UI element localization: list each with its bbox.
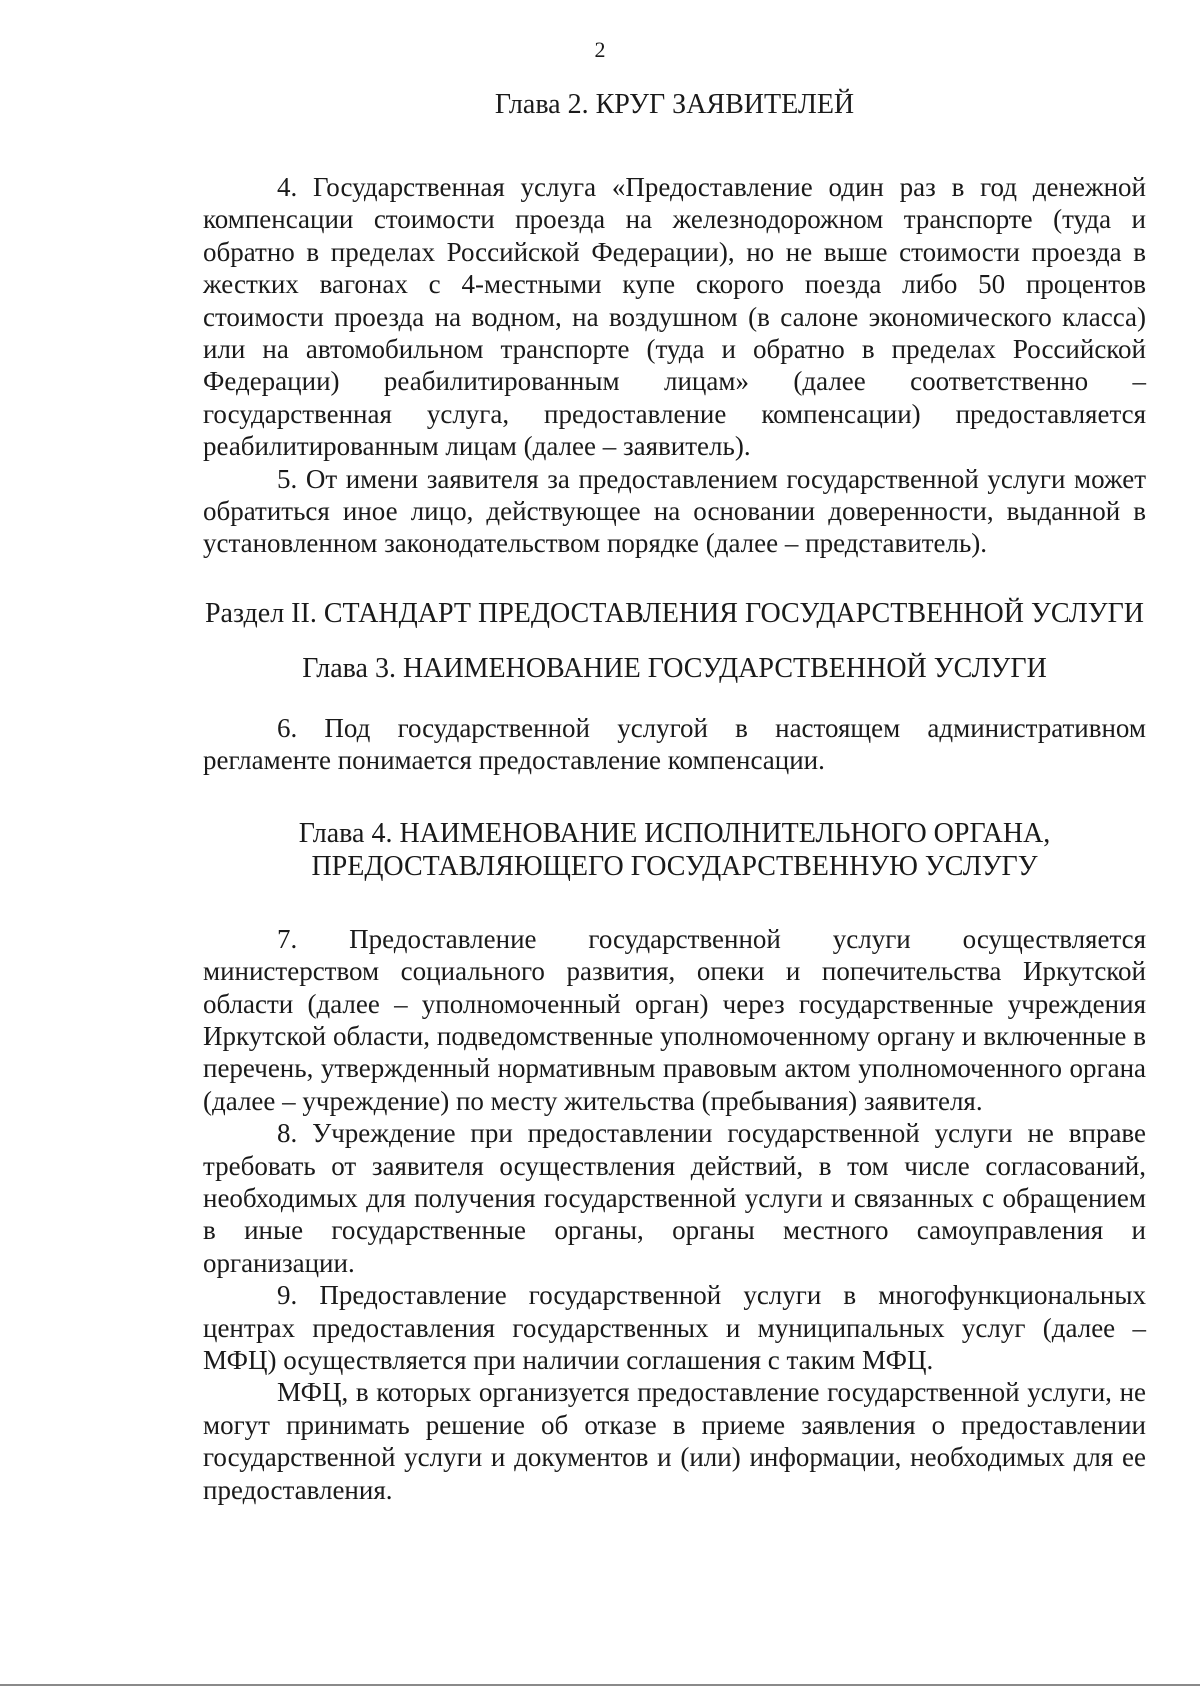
paragraph-5: 5. От имени заявителя за предоставлением государственной услуги может обратиться иное лицо, действующее на основании доверенности, выданной в установленном законодательством порядке (далее – представитель). (203, 463, 1146, 559)
scan-bottom-edge-line (0, 1684, 1200, 1686)
paragraph-6: 6. Под государственной услугой в настоящем административном регламенте понимается предоставление компенсации. (203, 712, 1146, 776)
page-number: 2 (594, 37, 606, 62)
paragraph-9: 9. Предоставление государственной услуги в многофункциональных центрах предоставления государственных и муниципальных услуг (далее – МФЦ) осуществляется при наличии соглашения с таким МФЦ. (203, 1280, 1146, 1375)
paragraph-9-continuation: МФЦ, в которых организуется предоставление государственной услуги, не могут принимать решение об отказе в приеме заявления о предоставлении государственной услуги и документов и (или) информации, необходимых для ее предоставления. (203, 1377, 1146, 1505)
paragraph-8: 8. Учреждение при предоставлении государственной услуги не вправе требовать от заявителя осуществления действий, в том числе согласований, необходимых для получения государственной услуги и связанных с обращением в иные государственные органы, органы местного самоуправления и организации. (203, 1118, 1146, 1278)
section-2-heading: Раздел II. СТАНДАРТ ПРЕДОСТАВЛЕНИЯ ГОСУДАРСТВЕННОЙ УСЛУГИ (204, 597, 1145, 629)
chapter-4-heading: Глава 4. НАИМЕНОВАНИЕ ИСПОЛНИТЕЛЬНОГО ОРГАНА, ПРЕДОСТАВЛЯЮЩЕГО ГОСУДАРСТВЕННУЮ УСЛУГУ (298, 817, 1051, 882)
paragraph-4: 4. Государственная услуга «Предоставление один раз в год денежной компенсации стоимости проезда на железнодорожном транспорте (туда и обратно в пределах Российской Федерации), но не выше стоимости проезда в жестких вагонах с 4-местными купе скорого поезда либо 50 процентов стоимости проезда на водном, на воздушном (в салоне экономического класса) или на автомобильном транспорте (туда и обратно в пределах Российской Федерации) реабилитированным лицам» (далее соответственно – государственная услуга, предоставление компенсации) предоставляется реабилитированным лицам (далее – заявитель). (203, 172, 1146, 462)
chapter-3-heading: Глава 3. НАИМЕНОВАНИЕ ГОСУДАРСТВЕННОЙ УСЛУГИ (302, 652, 1047, 684)
chapter-2-heading: Глава 2. КРУГ ЗАЯВИТЕЛЕЙ (494, 89, 855, 120)
paragraph-7: 7. Предоставление государственной услуги осуществляется министерством социального развития, опеки и попечительства Иркутской области (далее – уполномоченный орган) через государственные учреждения Иркутской области, подведомственные уполномоченному органу и включенные в перечень, утвержденный нормативным правовым актом уполномоченного органа (далее – учреждение) по месту жительства (пребывания) заявителя. (203, 923, 1146, 1116)
document-body (203, 88, 1146, 1506)
